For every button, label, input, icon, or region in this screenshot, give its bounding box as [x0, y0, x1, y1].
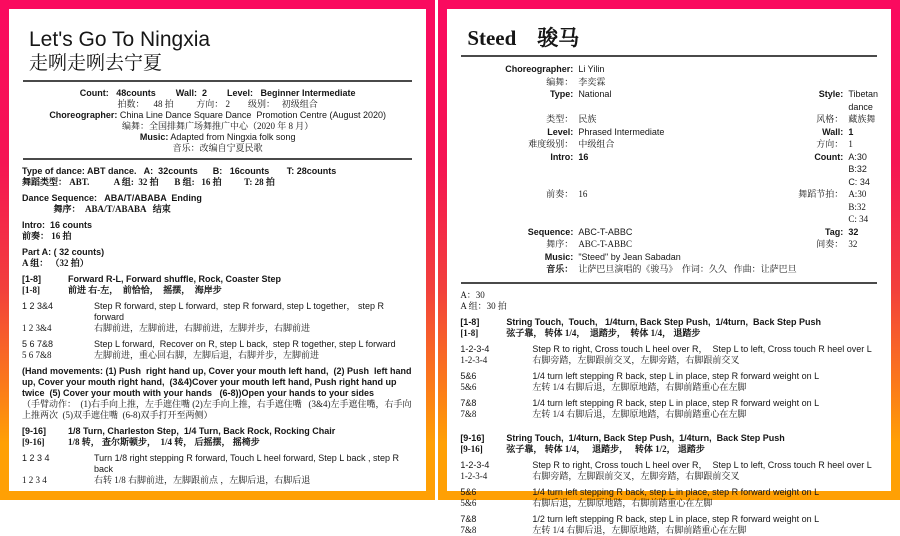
field-label: Sequence: [527, 226, 574, 237]
count-label: 7&8 [460, 397, 477, 408]
count-label: [9-16] [22, 426, 47, 436]
field-label: 类型： [546, 114, 574, 124]
divider-rule [23, 158, 412, 160]
left-sheet-title: Let's Go To Ningxia [29, 28, 211, 51]
step-row-zh [460, 498, 878, 509]
field-label: Wall: [822, 126, 844, 137]
left-sheet-body [22, 166, 413, 486]
count-wall-level-line: Count: 48counts Wall: 2 Level: Beginner Intermediate [79, 88, 356, 98]
intro-line: Intro: 16 counts [22, 220, 93, 230]
field-value: 中级组合 [578, 139, 615, 149]
section-heading-zh [22, 437, 413, 448]
music-zh-line: 音乐：改编自宁夏民歌 [172, 143, 263, 153]
step-row-zh [22, 323, 413, 334]
hand-movements-line: (Hand movements: (1) Push right hand up, Cover your mouth left hand, (2) Push left hand up, Cover your mouth right hand, (3&4)Cover your mouth left hand, Push right hand up twice (5) Cover your mouth with your hands (6-8))Open your hands to your sides [22, 366, 415, 398]
count-label: 1 2 3&4 [22, 323, 52, 333]
count-label: 5 6 7&8 [22, 339, 54, 349]
divider-rule [461, 282, 877, 284]
field-label: 音乐： [546, 264, 574, 274]
count-label: [9-16] [460, 432, 485, 443]
step-text: 弦子靠， 转体 1/4， 退踏步， 转体 1/4， 退踏步 [506, 327, 701, 338]
section-heading [460, 317, 878, 328]
field-label: Level: [547, 126, 574, 137]
count-label: [9-16] [22, 437, 45, 447]
count-label: 1 2 3 4 [22, 453, 50, 463]
step-text: Step R forward, step L forward, step R forward, step L together， step R forward [94, 301, 387, 322]
step-text: String Touch, 1/4turn, Back Step Push, 1/4turn, Back Step Push [506, 432, 785, 443]
count-label: 5&6 [460, 497, 477, 508]
field-value: ABC-T-ABBC [578, 239, 632, 249]
count-label: [1-8] [22, 285, 40, 295]
field-label: 舞蹈节拍： [798, 189, 844, 199]
type-of-dance-zh-line: 舞蹈类型： ABT. A 组: 32 拍 B 组: 16 拍 T: 28 拍 [22, 177, 275, 187]
step-row [460, 371, 878, 382]
section-heading-zh [460, 444, 878, 455]
left-sheet-meta [22, 88, 413, 154]
field-label: Music: [139, 132, 169, 142]
hand-movements-zh-line: （手臂动作： (1)右手向上推，左手遮住嘴 (2)左手向上推，右手遮住嘴 (3&4)左手遮住嘴，右手向上推两次 (5)双手遮住嘴 (6-8)双手打开至两侧） [22, 399, 412, 420]
step-text: 弦子靠， 转体 1/4， 退踏步， 转体 1/2， 退踏步 [506, 443, 705, 454]
step-text: Step R to right, Cross touch L heel over R， Step L to left, Cross touch R heel over L [532, 459, 872, 470]
count-label: 1 2 3&4 [22, 301, 54, 311]
part-a-line: Part A: ( 32 counts) [22, 247, 105, 257]
step-row [460, 460, 878, 471]
field-value: 藏族舞 [848, 114, 876, 124]
field-label: Music: [544, 251, 574, 262]
step-text: Forward R-L, Forward shuffle, Rock, Coaster Step [68, 274, 282, 284]
count-label: [1-8] [460, 327, 479, 338]
field-value: 16 [578, 151, 589, 162]
field-value: 32 [848, 239, 858, 249]
dance-sequence-line: Dance Sequence: ABA/T/ABABA Ending [22, 193, 202, 203]
count-label: [9-16] [460, 443, 483, 454]
field-label: Tag: [824, 226, 844, 237]
left-sheet-content [9, 9, 426, 486]
step-text: 左转 1/4 右脚后退，左脚原地踏，右脚前踏重心在左脚 [532, 381, 747, 392]
count-label: 5 6 7&8 [22, 350, 52, 360]
step-text: Turn 1/8 right stepping R forward, Touch L heel forward, Step L back , step R back [94, 453, 402, 474]
field-label: 舞序： [546, 239, 574, 249]
dance-sequence-zh-line: 舞序： ABA/T/ABABA 结束 [22, 204, 171, 214]
count-label: 5&6 [460, 486, 477, 497]
count-label: 5&6 [460, 370, 477, 381]
section-heading-zh [22, 285, 413, 296]
step-row-zh [460, 382, 878, 393]
right-sheet-body [460, 290, 878, 536]
section-heading [460, 433, 878, 444]
field-value: 民族 [578, 114, 597, 124]
field-label: Type: [549, 89, 574, 99]
count-label: 1-2-3-4 [460, 470, 488, 481]
field-value: 让萨巴旦演唱的《骏马》 作词：久久 作曲：让萨巴旦 [578, 264, 797, 274]
step-text: 1/8 Turn, Charleston Step, 1/4 Turn, Back Rock, Rocking Chair [68, 426, 336, 436]
count-label: [1-8] [460, 316, 480, 327]
step-text: 右脚旁踏，左脚跟前交叉，左脚旁踏，右脚跟前交叉 [532, 470, 740, 481]
part-a-zh-line: A 组： （32 拍） [22, 258, 89, 268]
left-step-sheet [0, 0, 435, 500]
right-sheet-title: Steed 骏马 [467, 26, 580, 50]
step-text: 1/4 turn left stepping R back, step L in place, step R forward weight on L [532, 397, 820, 408]
choreographer-line: Choreographer: China Line Dance Square Dance Promotion Centre (August 2020) [49, 110, 386, 120]
right-sheet-content [447, 9, 891, 536]
left-sheet-title-zh: 走咧走咧去宁夏 [29, 53, 163, 74]
step-text: 1/4 turn left stepping R back, step L in place, step R forward weight on L [532, 370, 820, 381]
divider-rule [461, 55, 877, 57]
step-row [460, 514, 878, 525]
count-label: 1-2-3-4 [460, 354, 488, 365]
count-label: 7&8 [460, 408, 477, 419]
step-row [22, 453, 413, 475]
count-label: 1-2-3-4 [460, 343, 490, 354]
section-heading-zh [460, 328, 878, 339]
step-text: 1/8 转， 查尔斯顿步， 1/4 转， 后摇摆， 摇椅步 [68, 437, 260, 447]
step-row-zh [460, 471, 878, 482]
right-sheet-header-grid [460, 63, 881, 276]
step-row-zh [460, 355, 878, 366]
field-label: Count: [814, 151, 844, 162]
field-label: 编舞： [546, 76, 574, 87]
field-value: ABC-T-ABBC [578, 226, 633, 237]
field-value: 32 [848, 226, 859, 237]
step-row-zh [22, 475, 413, 486]
step-row [460, 487, 878, 498]
step-row [22, 339, 413, 350]
step-text: Step R to right, Cross touch L heel over R， Step L to left, Cross touch R heel over L [532, 343, 872, 354]
step-text: 1/4 turn left stepping R back, step L in place, step R forward weight on L [532, 486, 820, 497]
step-row-zh [460, 525, 878, 536]
divider-rule [23, 80, 412, 82]
step-text: 前进 右-左， 前恰恰， 摇摆， 海岸步 [68, 285, 222, 295]
part-a-line: A：30 [460, 289, 485, 300]
count-label: 7&8 [460, 513, 477, 524]
field-value: A:30 B:32 C: 34 [848, 189, 871, 224]
field-label: 风格： [816, 114, 844, 124]
right-step-sheet [438, 0, 900, 535]
step-text: 左脚前进，重心回右脚，左脚后退，右脚并步，左脚前进 [94, 350, 320, 360]
count-label: 7&8 [460, 524, 477, 535]
step-text: 左转 1/4 右脚后退，左脚原地踏，右脚前踏重心在左脚 [532, 524, 747, 535]
field-label: 前奏： [546, 189, 574, 199]
field-label: Intro: [550, 151, 574, 162]
music-line: Music: Adapted from Ningxia folk song [139, 132, 296, 142]
step-text: 右转 1/8 右脚前进，左脚跟前点 ，左脚后退，右脚后退 [94, 475, 311, 485]
field-value: 16 [578, 189, 588, 199]
count-label: 1-2-3-4 [460, 459, 490, 470]
field-value: 1 [848, 139, 853, 149]
field-value: Tibetan dance [848, 89, 881, 112]
step-row [460, 398, 878, 409]
step-row [460, 344, 878, 355]
section-heading [22, 426, 413, 437]
field-value: 1 [848, 126, 854, 137]
step-text: 左转 1/4 右脚后退，左脚原地踏，右脚前踏重心在左脚 [532, 408, 747, 419]
field-label: 方向： [816, 139, 844, 149]
count-label: [1-8] [22, 274, 42, 284]
field-value: 李奕霖 [578, 76, 606, 87]
field-label: Style: [818, 89, 844, 99]
field-label: 间奏： [816, 239, 844, 249]
step-text: 1/2 turn left stepping R back, step L in place, step R forward weight on L [532, 513, 820, 524]
section-heading [22, 274, 413, 285]
choreographer-zh-line: 编舞：全国排舞广场舞推广中心（2020 年 8 月） [122, 121, 314, 131]
field-value: A:30 B:32 C: 34 [848, 151, 872, 187]
count-label: 1 2 3 4 [22, 475, 47, 485]
field-label: 难度级别： [528, 139, 574, 149]
part-a-zh-line: A 组：30 拍 [460, 300, 507, 311]
field-value: Li Yilin [578, 64, 605, 74]
count-wall-level-zh-line: 拍数： 48 拍 方向： 2 级别： 初级组合 [117, 99, 318, 109]
step-row-zh [22, 350, 413, 361]
field-value: National [578, 89, 612, 99]
field-value: Phrased Intermediate [578, 126, 665, 137]
step-text: 右脚前进，左脚前进，右脚前进，左脚并步，右脚前进 [94, 323, 311, 333]
field-label: Choreographer: [49, 110, 118, 120]
step-row [22, 301, 413, 323]
step-row-zh [460, 409, 878, 420]
field-value: "Steed" by Jean Sabadan [578, 251, 681, 262]
field-label: Choreographer: [505, 64, 574, 74]
count-label: 5&6 [460, 381, 477, 392]
step-text: Step L forward, Recover on R, step L back, step R together, step L forward [94, 339, 396, 349]
step-text: String Touch, Touch, 1/4turn, Back Step Push, 1/4turn, Back Step Push [506, 316, 822, 327]
type-of-dance-line: Type of dance: ABT dance. A: 32counts B: 16counts T: 28counts [22, 166, 337, 176]
step-text: 右脚旁踏，左脚跟前交叉，左脚旁踏，右脚跟前交叉 [532, 354, 740, 365]
intro-zh-line: 前奏： 16 拍 [22, 231, 72, 241]
step-text: 右脚后退，左脚原地踏，右脚前踏重心在左脚 [532, 497, 713, 508]
